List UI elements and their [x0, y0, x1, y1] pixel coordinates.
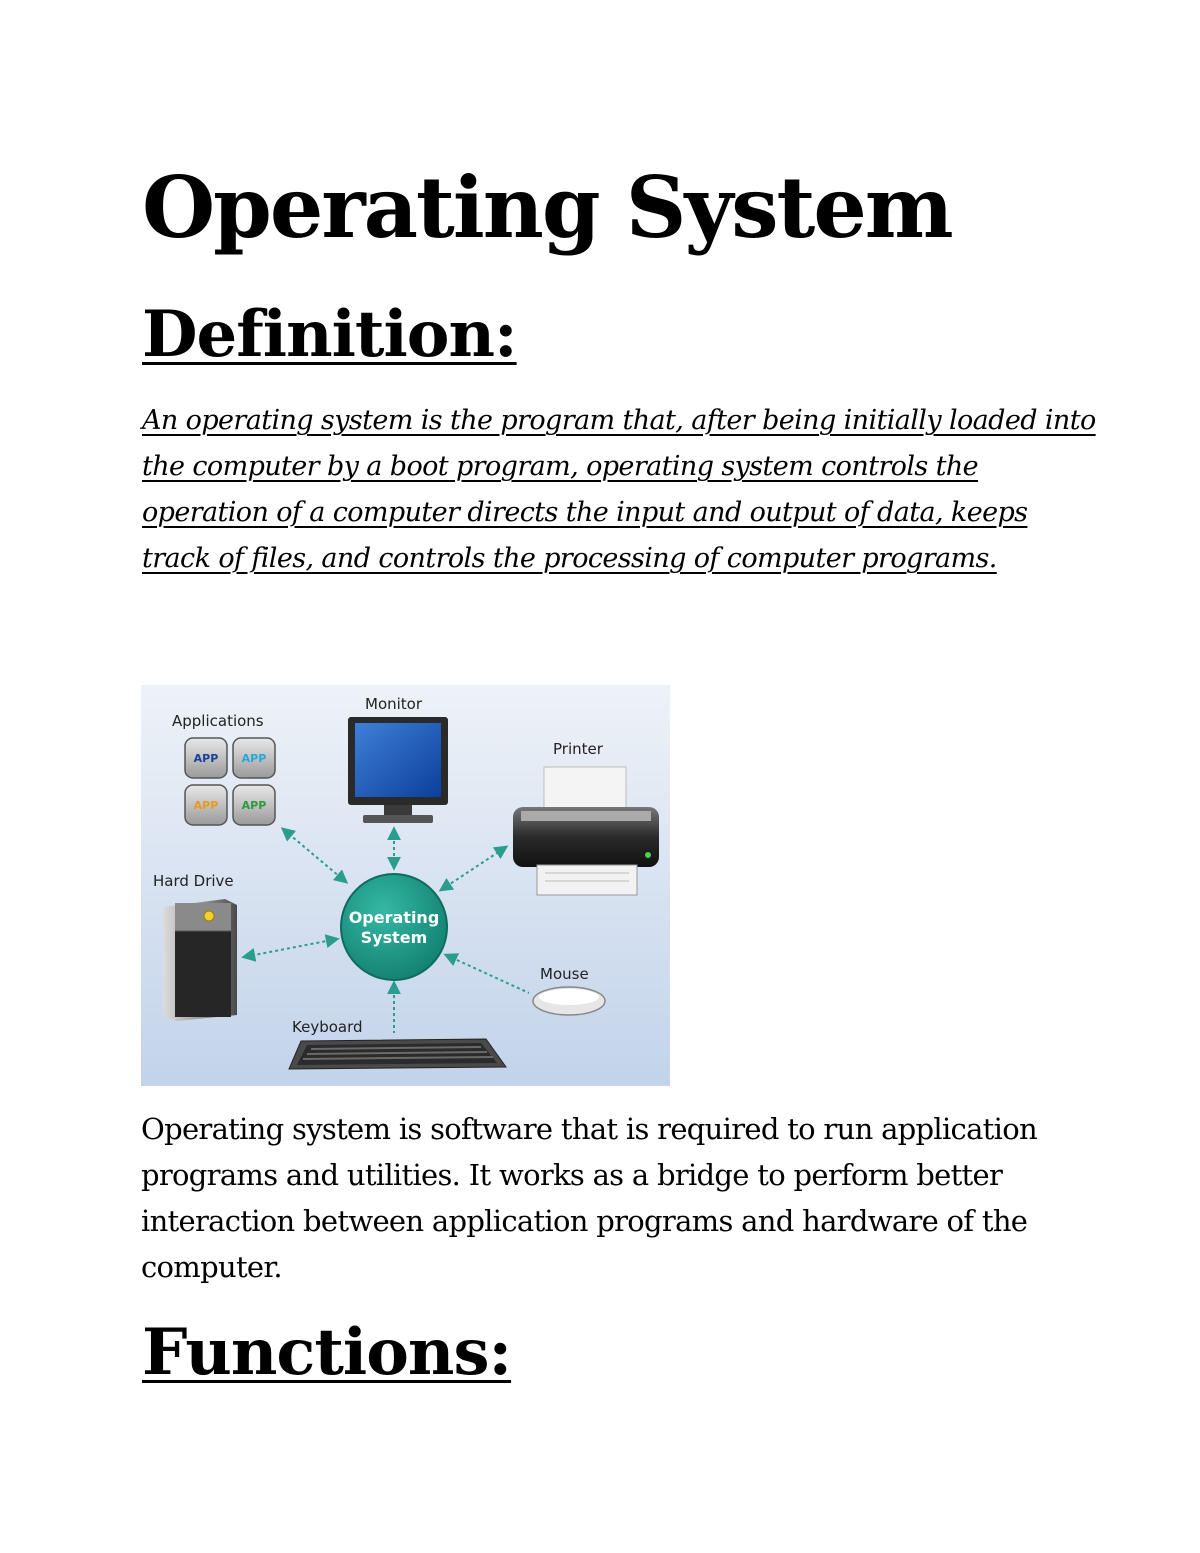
- svg-text:APP: APP: [193, 752, 219, 765]
- functions-heading: Functions:: [142, 1315, 512, 1390]
- os-diagram: [141, 685, 670, 1086]
- printer-label: Printer: [553, 740, 603, 758]
- mouse-label: Mouse: [540, 965, 589, 983]
- body-paragraph: Operating system is software that is required to run application programs and utilities. It works as a bridge to perform better interaction between application programs and hardware of the computer.: [141, 1112, 1037, 1284]
- svg-text:APP: APP: [241, 799, 267, 812]
- mouse-icon: [533, 987, 605, 1015]
- keyboard-icon: [289, 1039, 506, 1069]
- page-title: Operating System: [142, 158, 952, 257]
- definition-heading: Definition:: [142, 297, 517, 372]
- hard-drive-icon: [163, 899, 237, 1021]
- operating-system-node: [341, 874, 447, 980]
- svg-text:System: System: [360, 928, 428, 947]
- svg-text:Operating: Operating: [348, 908, 440, 927]
- svg-text:APP: APP: [241, 752, 267, 765]
- definition-text: An operating system is the program that, after being initially loaded into the computer by a boot program, operating system controls the operation of a computer directs the input and output of data, keeps track of files, and controls the processing of computer programs.: [142, 405, 1096, 574]
- hard-drive-label: Hard Drive: [153, 872, 234, 890]
- applications-label: Applications: [172, 712, 264, 730]
- keyboard-label: Keyboard: [292, 1018, 363, 1036]
- svg-text:APP: APP: [193, 799, 219, 812]
- monitor-label: Monitor: [365, 695, 423, 713]
